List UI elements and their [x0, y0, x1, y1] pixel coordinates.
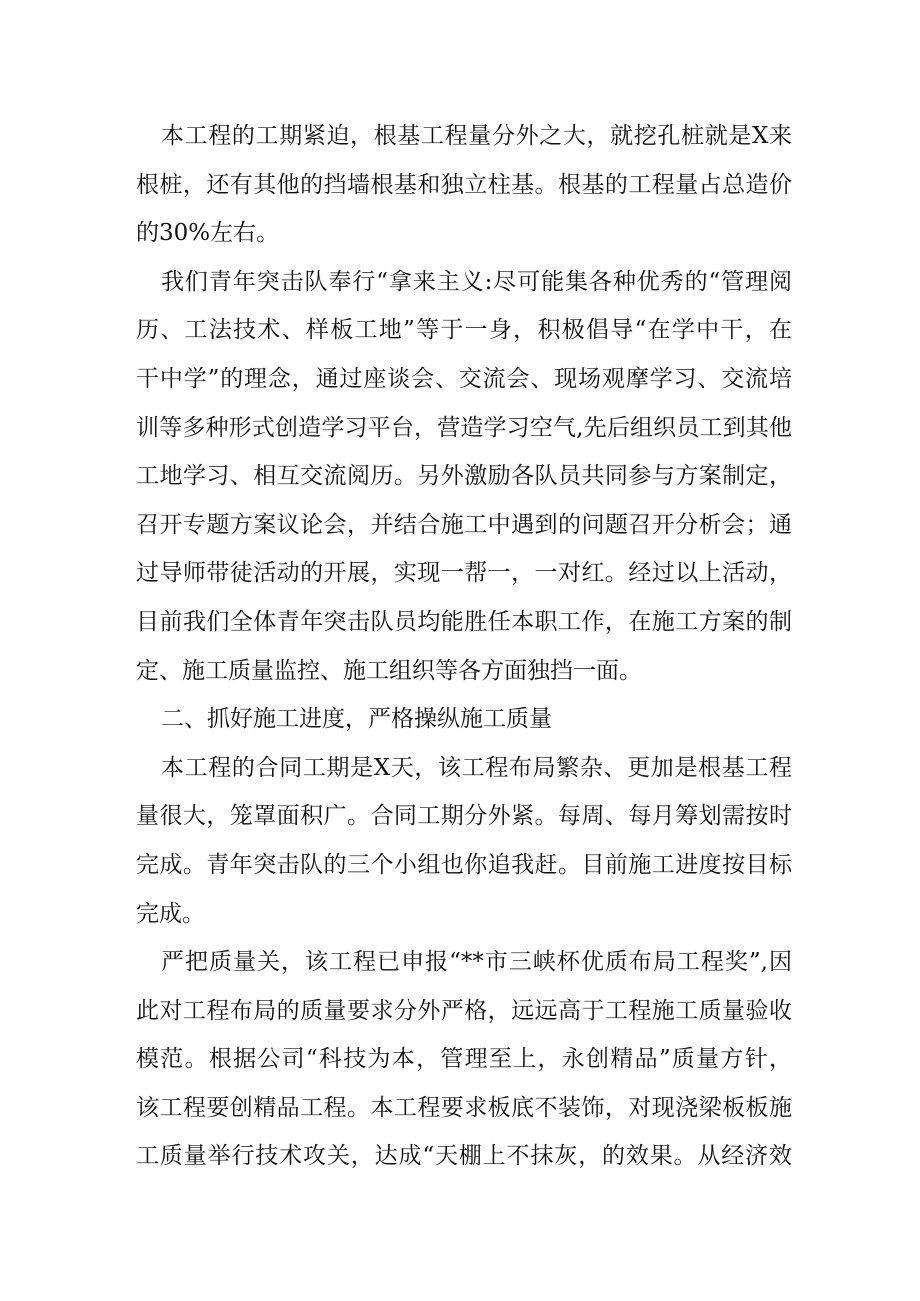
text-line: 完成。青年突击队的三个小组也你追我赶。目前施工进度按目标 [136, 851, 792, 878]
text-line: 根桩，还有其他的挡墙根基和独立柱基。根基的工程量占总造价 [136, 171, 792, 198]
text-line: 工质量举行技术攻关，达成“天棚上不抹灰，的效果。从经济效 [136, 1143, 792, 1170]
text-line: 本工程的合同工期是X天，该工程布局繁杂、更加是根基工程 [161, 754, 792, 781]
text-line: 该工程要创精品工程。本工程要求板底不装饰，对现浇梁板板施 [136, 1094, 792, 1121]
text-line: 的30%左右。 [136, 220, 280, 247]
text-line: 模范。根据公司“科技为本，管理至上，永创精品”质量方针， [136, 1046, 792, 1073]
section-heading: 二、抓好施工进度，严格操纵施工质量 [161, 706, 552, 733]
text-line: 训等多种形式创造学习平台，营造学习空气,先后组织员工到其他 [136, 414, 792, 441]
text-line: 历、工法技术、样板工地”等于一身，积极倡导“在学中干，在 [136, 317, 792, 344]
text-line: 干中学”的理念，通过座谈会、交流会、现场观摩学习、交流培 [136, 365, 792, 392]
text-line: 本工程的工期紧迫，根基工程量分外之大，就挖孔桩就是X来 [161, 123, 792, 149]
document-body [136, 112, 792, 1181]
text-line: 严把质量关，该工程已申报“**市三峡杯优质布局工程奖”,因 [161, 949, 792, 976]
text-line: 此对工程布局的质量要求分外严格，远远高于工程施工质量验收 [136, 997, 792, 1024]
text-line: 召开专题方案议论会，并结合施工中遇到的问题召开分析会；通 [136, 511, 792, 538]
text-line: 完成。 [136, 900, 205, 927]
text-line: 工地学习、相互交流阅历。另外激励各队员共同参与方案制定， [136, 463, 792, 490]
text-line: 定、施工质量监控、施工组织等各方面独挡一面。 [136, 657, 642, 684]
text-line: 过导师带徒活动的开展，实现一帮一，一对红。经过以上活动， [136, 560, 792, 587]
text-line: 量很大，笼罩面积广。合同工期分外紧。每周、每月筹划需按时 [136, 803, 792, 830]
text-line: 我们青年突击队奉行“拿来主义:尽可能集各种优秀的“管理阅 [161, 268, 792, 295]
text-line: 目前我们全体青年突击队员均能胜任本职工作，在施工方案的制 [136, 608, 792, 635]
